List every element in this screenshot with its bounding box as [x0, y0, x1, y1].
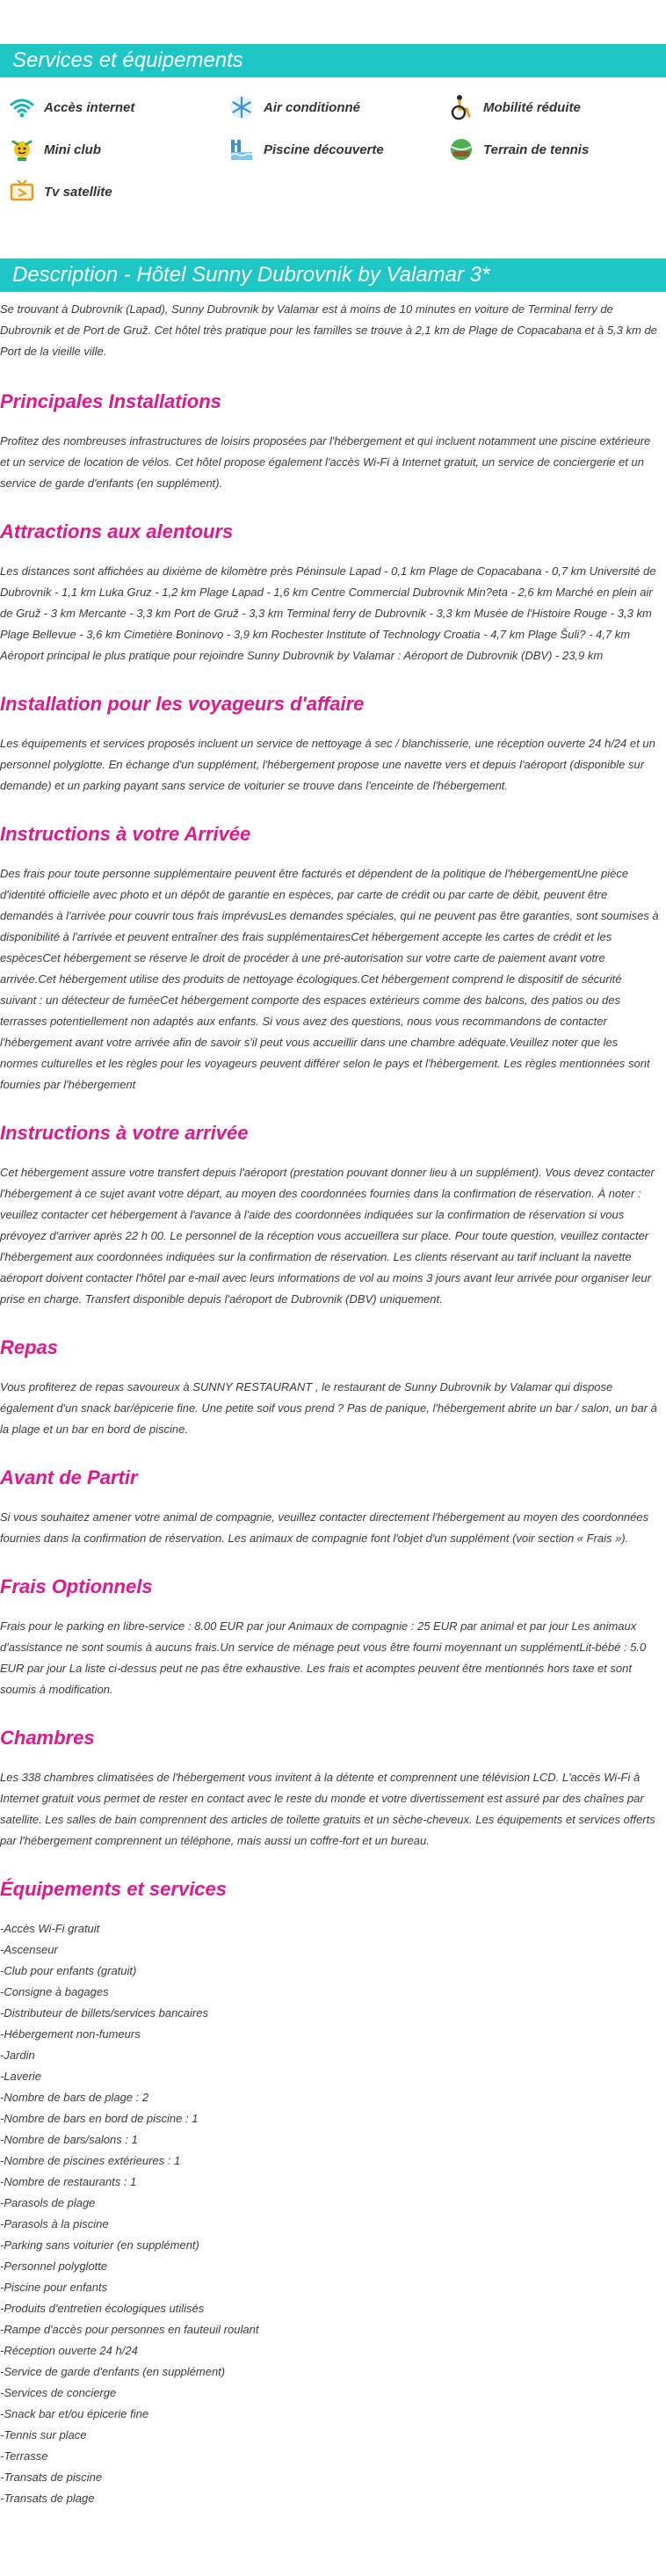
service-item-aircon: [228, 93, 360, 121]
service-item-miniclub: [9, 135, 101, 164]
list-item: -Parasols à la piscine: [0, 2217, 109, 2230]
list-item: -Tennis sur place: [0, 2428, 87, 2441]
service-item-mobility: [448, 93, 581, 121]
description-title: Description - Hôtel Sunny Dubrovnik by Valamar 3*: [12, 263, 490, 287]
snowflake-icon: [228, 94, 255, 120]
list-item: -Laverie: [0, 2070, 41, 2083]
list-item: -Jardin: [0, 2048, 35, 2062]
list-item: -Produits d'entretien écologiques utilisés: [0, 2302, 205, 2315]
service-label: Mobilité réduite: [483, 99, 581, 115]
list-item: -Piscine pour enfants: [0, 2281, 108, 2294]
wheelchair-icon: [448, 94, 474, 120]
section-title-frais: Frais Optionnels: [0, 1575, 153, 1597]
service-label: Tv satellite: [44, 184, 112, 200]
list-item: -Réception ouverte 24 h/24: [0, 2344, 138, 2357]
list-item: -Distributeur de billets/services bancaires: [0, 2006, 208, 2019]
section-text-frais: Frais pour le parking en libre-service : 8.00 EUR par jour Animaux de compagnie : 25 EUR par animal et par jour Les animaux d'assistance ne sont soumis à aucuns frais.Un service de ménage peut vous être fourni moyennant un supplémentLit-bébé : 5.0 EUR par jour La liste ci-dessus peut ne pas être exhaustive. Les frais et acomptes peuvent être mentionnés hors taxe et sont soumis à modification.: [0, 1619, 647, 1696]
list-item: -Nombre de restaurants : 1: [0, 2175, 137, 2188]
section-title-equipements: Équipements et services: [0, 1878, 228, 1900]
section-title-installations: Principales Installations: [0, 390, 221, 412]
section-title-avant-partir: Avant de Partir: [0, 1466, 138, 1488]
equipements-list: [0, 1918, 659, 2509]
service-item-internet: [9, 93, 134, 121]
list-item: -Parking sans voiturier (en supplément): [0, 2238, 199, 2252]
list-item: -Nombre de bars/salons : 1: [0, 2133, 138, 2146]
mini-club-icon: [9, 136, 35, 163]
service-label: Terrain de tennis: [483, 142, 590, 157]
list-item: -Terrasse: [0, 2449, 48, 2463]
list-item: -Club pour enfants (gratuit): [0, 1964, 137, 1977]
tv-icon: [9, 178, 35, 205]
section-text-business: Les équipements et services proposés incluent un service de nettoyage à sec / blanchisserie, une réception ouverte 24 h/24 et un personnel polyglotte. En échange d'un supplément, l'hébergement propose une navette vers et depuis l'aéroport (disponible sur demande) et un parking payant sans service de voiturier se trouve dans l'enceinte de l'hébergement.: [0, 737, 655, 792]
description-intro: Se trouvant à Dubrovnik (Lapad), Sunny Dubrovnik by Valamar est à moins de 10 minutes en voiture de Terminal ferry de Dubrovnik et de Port de Gruž. Cet hôtel très pratique pour les familles se trouve à 2,1 km de Plage de Copacabana et à 5,3 km de Port de la vieille ville.: [0, 302, 657, 358]
tennis-icon: [448, 136, 474, 163]
list-item: -Consigne à bagages: [0, 1985, 109, 1998]
description-banner: [0, 258, 666, 292]
service-item-tennis: [448, 135, 589, 164]
section-text-arrival-transfer: Cet hébergement assure votre transfert depuis l'aéroport (prestation pouvant donner lieu à un supplément). Vous devez contacter l'hébergement à ce sujet avant votre départ, au moyen des coordonnées fournies dans la confirmation de réservation. À noter : veuillez contacter cet hébergement à l'avance à l'aide des coordonnées indiquées sur la confirmation de réservation si vous prévoyez d'arriver après 22 h 00. Le personnel de la réception vous accueillera sur place. Pour toute question, veuillez contacter l'hébergement aux coordonnées indiquées sur la confirmation de réservation. Les clients réservant au tarif incluant la navette aéroport doivent contacter l'hôtel par e-mail avec leurs informations de vol au moins 3 jours avant leur arrivée pour organiser leur prise en charge. Transfert disponible depuis l'aéroport de Dubrovnik (DBV) uniquement.: [0, 1166, 655, 1306]
list-item: -Personnel polyglotte: [0, 2259, 108, 2273]
section-text-installations: Profitez des nombreuses infrastructures de loisirs proposées par l'hébergement et qui incluent notamment une piscine extérieure et un service de location de vélos. Cet hôtel propose également l'accès Wi-Fi à Internet gratuit, un service de conciergerie et un service de garde d'enfants (en supplément).: [0, 434, 651, 490]
section-title-arrival-transfer: Instructions à votre arrivée: [0, 1122, 249, 1144]
list-item: -Services de concierge: [0, 2386, 117, 2399]
section-title-arrival-info: Instructions à votre Arrivée: [0, 823, 251, 845]
section-text-chambres: Les 338 chambres climatisées de l'hébergement vous invitent à la détente et comprennent une télévision LCD. L'accès Wi-Fi à Internet gratuit vous permet de rester en contact avec le reste du monde et votre divertissement est assuré par des chaînes par satellite. Les salles de bain comprennent des articles de toilette gratuits et un sèche-cheveux. Les équipements et services offerts par l'hébergement comprennent un téléphone, mais aussi un coffre-fort et un bureau.: [0, 1771, 655, 1847]
section-text-attractions: Les distances sont affichées au dixième de kilomètre près Péninsule Lapad - 0,1 km Plage de Copacabana - 0,7 km Université de Dubrovnik - 1,1 km Luka Gruz - 1,2 km Plage Lapad - 1,6 km Centre Commercial Dubrovnik Min?eta - 2,6 km Marché en plein air de Gruž - 3 km Mercante - 3,3 km Port de Gruž - 3,3 km Terminal ferry de Dubrovnik - 3,3 km Musée de l'Histoire Rouge - 3,3 km Plage Bellevue - 3,6 km Cimetière Boninovo - 3,9 km Rochester Institute of Technology Croatia - 4,7 km Plage Šuli? - 4,7 km Aéroport principal le plus pratique pour rejoindre Sunny Dubrovnik by Valamar : Aéroport de Dubrovnik (DBV) - 23,9 km: [0, 564, 656, 662]
section-text-arrival-info: Des frais pour toute personne supplémentaire peuvent être facturés et dépendent de la politique de l'hébergementUne pièce d'identité officielle avec photo et un dépôt de garantie en espèces, par carte de crédit ou par carte de débit, peuvent être demandés à l'arrivée pour couvrir tous frais imprévusLes demandes spéciales, qui ne peuvent pas être garanties, sont soumises à disponibilité à l'arrivée et peuvent entraîner des frais supplémentairesCet hébergement accepte les cartes de crédit et les espècesCet hébergement se réserve le droit de procéder à une pré-autorisation sur votre carte de paiement avant votre arrivée.Cet hébergement utilise des produits de nettoyage écologiques.Cet hébergement comprend le dispositif de sécurité suivant : un détecteur de fuméeCet hébergement comporte des espaces extérieurs comme des balcons, des patios ou des terrasses potentiellement non adaptés aux enfants. Si vous avez des questions, nous vous recommandons de contacter l'hébergement avant votre arrivée afin de savoir s'il peut vous accueillir dans une chambre adéquate.Veuillez noter que les normes culturelles et les règles pour les voyageurs peuvent différer selon le pays et l'hébergement. Les règles mentionnées sont fournies par l'hébergement: [0, 867, 659, 1091]
description-content: [0, 299, 659, 2509]
services-title: Services et équipements: [12, 48, 243, 72]
list-item: -Snack bar et/ou épicerie fine: [0, 2407, 149, 2420]
list-item: -Transats de piscine: [0, 2470, 103, 2484]
list-item: -Hébergement non-fumeurs: [0, 2027, 141, 2041]
service-item-tv: [9, 178, 112, 206]
services-banner: [0, 44, 666, 77]
list-item: -Nombre de piscines extérieures : 1: [0, 2154, 181, 2167]
list-item: -Accès Wi-Fi gratuit: [0, 1922, 100, 1935]
section-text-repas: Vous profiterez de repas savoureux à SUNNY RESTAURANT , le restaurant de Sunny Dubrovnik by Valamar qui dispose également d'un snack bar/épicerie fine. Une petite soif vous prend ? Pas de panique, l'hébergement abrite un bar / salon, un bar à la plage et un bar en bord de piscine.: [0, 1380, 657, 1436]
service-label: Piscine découverte: [264, 142, 384, 157]
service-item-pool: [228, 135, 384, 164]
list-item: -Transats de plage: [0, 2492, 95, 2505]
service-label: Accès internet: [44, 99, 135, 115]
list-item: -Parasols de plage: [0, 2196, 96, 2209]
pool-icon: [228, 136, 255, 163]
list-item: -Ascenseur: [0, 1943, 58, 1956]
section-text-avant-partir: Si vous souhaitez amener votre animal de compagnie, veuillez contacter directement l'hébergement au moyen des coordonnées fournies dans la confirmation de réservation. Les animaux de compagnie font l'objet d'un supplément (voir section « Frais »).: [0, 1510, 649, 1545]
section-title-attractions: Attractions aux alentours: [0, 520, 234, 542]
wifi-icon: [9, 94, 35, 120]
list-item: -Rampe d'accès pour personnes en fauteuil roulant: [0, 2323, 259, 2336]
list-item: -Service de garde d'enfants (en supplément): [0, 2365, 226, 2378]
section-title-chambres: Chambres: [0, 1727, 95, 1749]
service-label: Mini club: [44, 142, 101, 157]
section-title-business: Installation pour les voyageurs d'affaire: [0, 693, 365, 715]
section-title-repas: Repas: [0, 1336, 59, 1358]
service-label: Air conditionné: [264, 99, 360, 115]
list-item: -Nombre de bars de plage : 2: [0, 2091, 149, 2104]
list-item: -Nombre de bars en bord de piscine : 1: [0, 2112, 199, 2125]
